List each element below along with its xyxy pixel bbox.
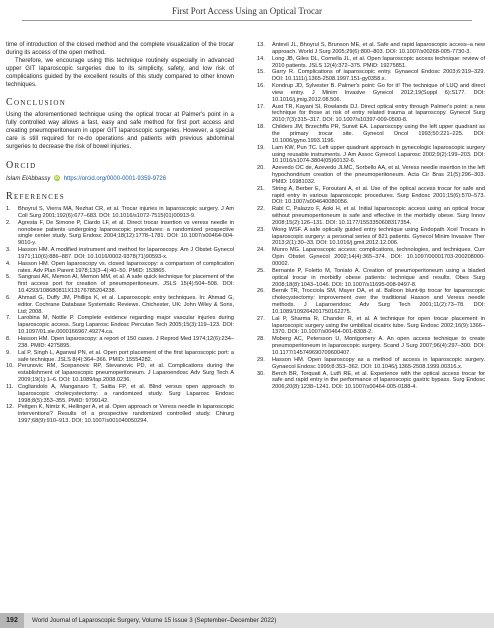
reference-item [6,336,234,350]
orcid-link[interactable]: https://orcid.org/0000-0001-9359-9726 [63,175,167,182]
reference-text: Bernik TR, Trocciola SM, Mayer DA, et al. Balloon blunt-tip trocar for laparoscopic cholecystectomy: improvement over the traditional Hasson and Veress needle methods. J Laparoendosc Adv Surg Tech 2001;11(2):73–78. DOI: 10.1089/109264201750162275. [272,288,485,315]
reference-text: Hasson HM. A modified instrument and method for laparoscopy. Am J Obstet Gynecol 1971;110(6):886–887. DOI: 10.1016/0002-9378(71)90593-x. [18,247,234,260]
reference-text: Bhoyrul S, Vierra MA, Nezhat CR, et al. Trocar injuries in laparoscopic surgery. J Am Coll Surg 2001;192(6):677–683. DOI: 10.1016/s1072-7515(01)00913-9. [18,205,234,219]
author-name: Islam ElAbbassy [6,175,51,182]
reference-item [257,165,485,186]
reference-number: 11. [6,383,14,390]
reference-text: Wong WSF. A safe optically guided entry technique using Endopath Xcel Trocars in laparoscopic surgery: a personal series of 821 patients. Gynecol Minim Invasive Ther 2013;2(1):30–33. DOI: 10.1016/j.gmit.2012.12.006. [272,226,485,247]
reference-text: Long JB, Giles DL, Cornella JL, et al. Open laparoscopic access technique: review of 2010 patients. JSLS 12(4):372–375. PMID: 19275851. [272,55,485,69]
reference-number: 30. [257,370,265,377]
page-number: 192 [0,613,24,628]
reference-item [257,357,485,371]
reference-text: Rabl C, Palazzo F, Aoki H, et al. Initial laparoscopic access using an optical trocar without pneumoperitoneum is safe and effective in the morbidly obese. Surg Innov 2008;15(2):126–131. DOI: 10.1177/1553350608317354. [272,206,485,226]
reference-item [6,295,234,316]
reference-number: 12. [6,404,14,411]
reference-number: 10. [6,363,14,370]
reference-text: Lal P, Singh L, Agarwal PN, et al. Open port placement of the first laparoscopic port: a safe technique. JSLS 8(4):364–366. PMID: 15554282. [18,349,234,363]
reference-text: Lam KW, Pun TC. Left upper quadrant approach in gynecologic laparoscopic surgery using reusable instruments. J Am Assoc Gynecol Laparosc 2002;9(2):199–203. DOI: 10.1016/s1074-3804(05)60132-6. [272,144,485,165]
reference-number: 26. [257,288,265,295]
reference-number: 15. [257,69,265,76]
reference-item [257,69,485,83]
reference-number: 25. [257,267,265,274]
journal-citation: World Journal of Laparoscopic Surgery, Volume 15 Issue 3 (September–December 2022) [32,617,277,624]
reference-text: Hasson HM. Open laparoscopy vs. closed laparoscopy: a comparison of complication rates. Adv Plan Parent 1978;13(3–4):40–50. PMID: 153865. [18,260,234,274]
body-paragraph: time of introduction of the closed method and the complete visualization of the trocar during its access of the open method. [6,42,234,56]
orcid-entry [6,175,234,183]
reference-item [257,186,485,207]
reference-text: Garry R. Complications of laparoscopic entry. Gynaecol Endosc 2003;6:319–329. DOI: 10.1111/j.1365-2508.1997.151-gy0358.x. [272,69,485,83]
reference-list-right [257,42,485,391]
reference-number: 1. [6,205,11,212]
reference-number: 6. [6,294,11,301]
reference-number: 20. [257,165,265,172]
reference-item [257,83,485,104]
reference-item [6,363,234,384]
page-footer [0,613,494,628]
running-title: First Port Access Using an Optical Trocar [172,6,322,16]
reference-text: Sangrasi AK, Memon AI, Memon MM, et al. A safe quick technique for placement of the first access port for creation of pneumoperitoneum. JSLS 15(4):504–508. DOI: 10.4293/108680811X13176785204238. [18,274,234,295]
reference-text: Kondrup JD, Sylvester B. Palmer's point: Go for it! The technique of LUQ and direct view entry. J Minim Invasive Gynecol 2012;19(Suppl 6):S177. DOI: 10.1016/j.jmig.2012.08.506. [272,83,485,103]
reference-text: Moberg AC, Petersson U, Montgomery A. An open access technique to create pneumoperitoneum in laparoscopic surgery. Scand J Surg 2007;96(4):297–300. DOI: 10.1177/145749690709600407. [272,336,485,356]
reference-number: 17. [257,103,265,110]
conclusion-paragraph: Using the aforementioned technique using the optical trocar at Palmer's point in a fully controlled way allows a fast, easy and safe method for first port access and creating pneumoperitoneum in upper GIT laparoscopic surgeries. However, a special care is still required for re-do operations and patients with previous abdominal surgeries to decrease the risk of bowel injuries. [6,112,234,151]
reference-item [257,247,485,268]
orcid-icon: iD [55,175,60,181]
reference-number: 8. [6,336,11,342]
reference-number: 19. [257,144,265,151]
reference-item [6,206,234,220]
reference-text: Azevedo OC de, Azevedo JLMC, Sorbello AA, et al. Veress needle insertion in the left hypochondrium creation of the pneumoperitoneum. Acta Cir Bras 21(5):296–303. PMID: 16981032. [272,165,485,185]
reference-item [257,227,485,248]
reference-number: 16. [257,83,265,90]
reference-item [6,220,234,247]
reference-text: Ahmad G, Duffy JM, Phillips K, et al. Laparoscopic entry techniques. In: Ahmad G, editor. Cochrane Database Systematic Reviews. Chichester, UK: John Wiley & Sons, Ltd; 2008. [18,294,234,315]
reference-text: Childers JM, Brzechffa PR, Surwit EA. Laparoscopy using the left upper quadrant as the primary trocar site. Gynecol Oncol 1993;50:221–225. DOI: 10.1006/gyno.1993.1196. [272,124,485,144]
reference-text: String A, Berber E, Foroutani A, et al. Use of the optical access trocar for safe and rapid entry in various laparoscopic procedures. Surg Endosc 2001;15(6):570–573. DOI: 10.1007/s004640080056. [272,185,485,206]
reference-number: 23. [257,226,265,233]
reference-number: 2. [6,219,11,226]
reference-item [257,316,485,337]
reference-number: 27. [257,315,265,322]
reference-number: 18. [257,124,265,131]
reference-text: Agresta F, De Simone P, Ciardo LF, et al. Direct trocar insertion vs veress needle in nonobese patients undergoing laparoscopic procedures: a randomized prospective single center study. Surg Endosc 2004;18(12):1778–1781. DOI: 10.1007/s00464-004-9010-y. [18,219,234,247]
reference-item [257,42,485,56]
reference-number: 3. [6,247,11,254]
reference-item [6,247,234,261]
references-heading: References [6,190,65,202]
reference-item [6,350,234,364]
reference-number: 29. [257,356,265,363]
reference-text: Larobina M, Nottle P. Complete evidence regarding major vascular injuries during laparoscopic access. Surg Laparosc Endosc Percutan Tech 2005;15(3):119–123. DOI: 10.1097/01.sle.0000166967.49274.ca. [18,315,234,336]
reference-number: 22. [257,206,265,213]
reference-number: 28. [257,336,265,343]
orcid-heading: Orcid [6,159,37,171]
reference-item [257,268,485,289]
reference-text: Bernante P, Foletto M, Toniato A. Creation of pneumoperitoneum using a bladed optical trocar in morbidly obese patients: technique and results. Obes Surg 2008;18(8):1043–1046. DOI: 10.1007/s11695-008-9497-8. [272,267,485,288]
reference-text: Cogliandolo A, Manganaro T, Saitta FP, et al. Blind versus open approach to laparoscopic cholecystectomy: a randomized study. Surg Laparosc Endosc 1998;8(5):353–355. PMID: 9799142. [18,383,234,404]
reference-item [257,104,485,125]
reference-text: Peitgen K, Nimtz K, Hellinger A, et al. Open approach or Veress needle in laparoscopic interventions? Results of a prospective randomized controlled study. Chirurg 1997;68(9):910–913. DOI: 10.1007/s001040050294. [18,404,234,425]
header-rule [22,20,472,21]
reference-number: 14. [257,55,265,62]
reference-number: 13. [257,42,265,48]
reference-item [257,206,485,227]
reference-item [257,145,485,166]
reference-number: 21. [257,185,265,192]
reference-text: Aust TR, Kayani SI, Rowlands DJ. Direct optical entry through Palmer's point: a new technique for those at risk of entry related trauma at laparoscopy. Gynecol Surg 2010;7(3):315–317. DOI: 10.1007/s10397-009-0500-8. [272,103,485,124]
reference-item [6,404,234,425]
reference-number: 5. [6,274,11,281]
reference-text: Munro MG. Laparoscopic access: complications, technologies, and techniques. Curr Opin Obstet Gynecol 2002;14(4):365–374. DOI: 10.1097/00001703-200208000-00002. [272,247,485,267]
reference-item [257,336,485,357]
reference-text: Perunovic RM, Scepanovic RP, Stevanovic PD, et al. Complications during the establishment of laparoscopic pneumoperitoneum. J Laparoendosc Adv Surg Tech A 2009;19(1):1–6. DOI: 10.1089/lap.2008.0236. [18,363,234,384]
reference-number: 4. [6,260,11,267]
left-column [6,42,234,425]
reference-number: 9. [6,349,11,356]
reference-item [6,274,234,295]
reference-item [6,315,234,336]
reference-item [6,261,234,275]
reference-list-left [6,206,234,425]
reference-number: 24. [257,247,265,254]
reference-item [257,124,485,145]
reference-number: 7. [6,315,11,322]
reference-text: Hasson HM. Open laparoscopy: a report of 150 cases. J Reprod Med 1974;12(6):234–238. PMID: 4275895. [18,336,234,349]
reference-item [257,56,485,70]
body-paragraph: Therefore, we encourage using this technique routinely especially in advanced upper GIT laparoscopic surgeries due to its simplicity, safety, and low risk of complications guided by the excellent results of this study compared to other known techniques. [6,57,234,88]
reference-text: Lal P, Sharma R, Chander R, et al. A technique for open trocar placement in laparoscopic surgery using the umbilical cicatrix tube. Surg Endosc 2002;16(9):1366–1370. DOI: 10.1007/s00464-001-8308-2. [272,315,485,336]
reference-text: Antevil JL, Bhoyrul S, Brunson ME, et al. Safe and rapid laparoscopic access–a new approach. World J Surg 2005;29(6):800–803. DOI: 10.1007/s00268-005-7730-3. [272,42,485,55]
right-column [257,42,485,391]
reference-item [257,288,485,315]
reference-text: Berch BR, Torquati A, Lutfi RE, et al. Experience with the optical access trocar for safe and rapid entry in the performance of laparoscopic gastric bypass. Surg Endosc 2006;20(8):1238–1241. DOI: 10.1007/s00464-005-0188-4. [272,370,485,391]
conclusion-heading: Conclusion [6,97,67,109]
reference-item [257,371,485,392]
reference-text: Hasson HM. Open laparoscopy as a method of access in laparoscopic surgery. Gynaecol Endosc 1999;8:353–362. DOI: 10.1046/j.1365-2508.1999.00316.x. [272,356,485,370]
reference-item [6,384,234,405]
